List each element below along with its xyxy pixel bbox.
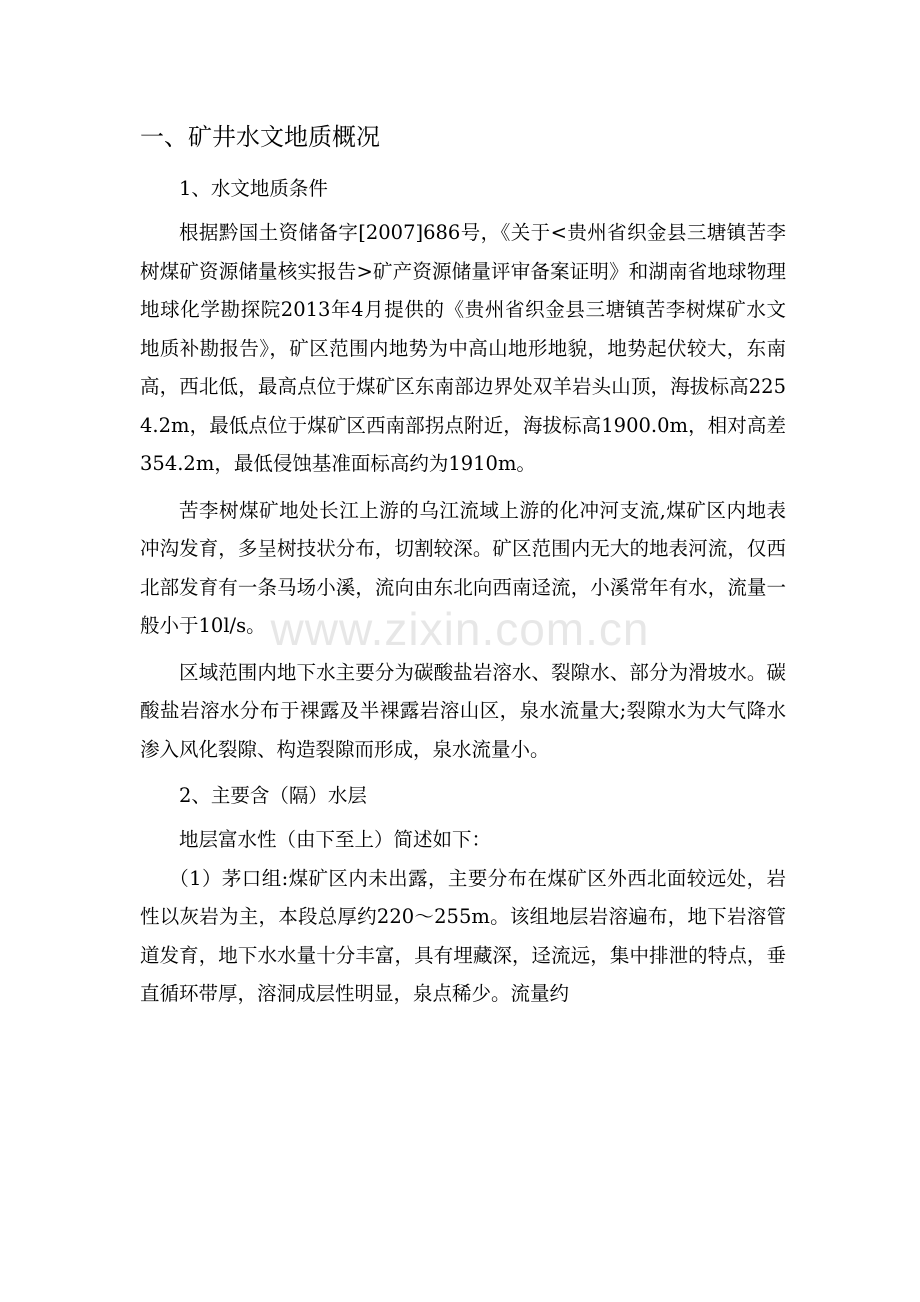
chapter-heading: 一、矿井水文地质概况 [140, 123, 380, 151]
section-2-intro: 地层富水性（由下至上）简述如下： [179, 828, 492, 851]
section-1-title: 1、水文地质条件 [179, 177, 328, 200]
section-1-paragraph-1: 根据黔国土资储备字[2007]686号，《关于<贵州省织金县三塘镇苦李树煤矿资源储量核实报告>矿产资源储量评审备案证明》和湖南省地球物理地球化学勘探院2013年4月提供的《贵州省织金县三塘镇苦李树煤矿水文地质补勘报告》，矿区范围内地势为中高山地形地貌，地势起伏较大，东南高，西北低，最高点位于煤矿区东南部边界处双羊岩头山顶，海拔标高2254.2m，最低点位于煤矿区西南部拐点附近，海拔标高1900.0m，相对高差354.2m，最低侵蚀基准面标高约为1910m。 [140, 221, 786, 475]
section-1-paragraph-2: 苦李树煤矿地处长江上游的乌江流域上游的化冲河支流,煤矿区内地表冲沟发育，多呈树技状分布，切割较深。矿区范围内无大的地表河流，仅西北部发育有一条马场小溪，流向由东北向西南迳流，小溪常年有水，流量一般小于10l/s。 [140, 498, 786, 637]
section-2-item-1: （1）茅口组:煤矿区内未出露，主要分布在煤矿区外西北面较远处，岩性以灰岩为主，本段总厚约220～255m。该组地层岩溶遍布，地下岩溶管道发育，地下水水量十分丰富，具有埋藏深，迳流远，集中排泄的特点，垂直循环带厚，溶洞成层性明显，泉点稀少。流量约 [140, 866, 786, 1005]
section-2-title: 2、主要含（隔）水层 [179, 784, 367, 807]
watermark: www.zixin.com.cn [270, 603, 650, 655]
section-1-paragraph-3: 区域范围内地下水主要分为碳酸盐岩溶水、裂隙水、部分为滑坡水。碳酸盐岩溶水分布于裸露及半裸露岩溶山区，泉水流量大;裂隙水为大气降水渗入风化裂隙、构造裂隙而形成，泉水流量小。 [140, 660, 786, 761]
document-body [140, 112, 786, 1022]
